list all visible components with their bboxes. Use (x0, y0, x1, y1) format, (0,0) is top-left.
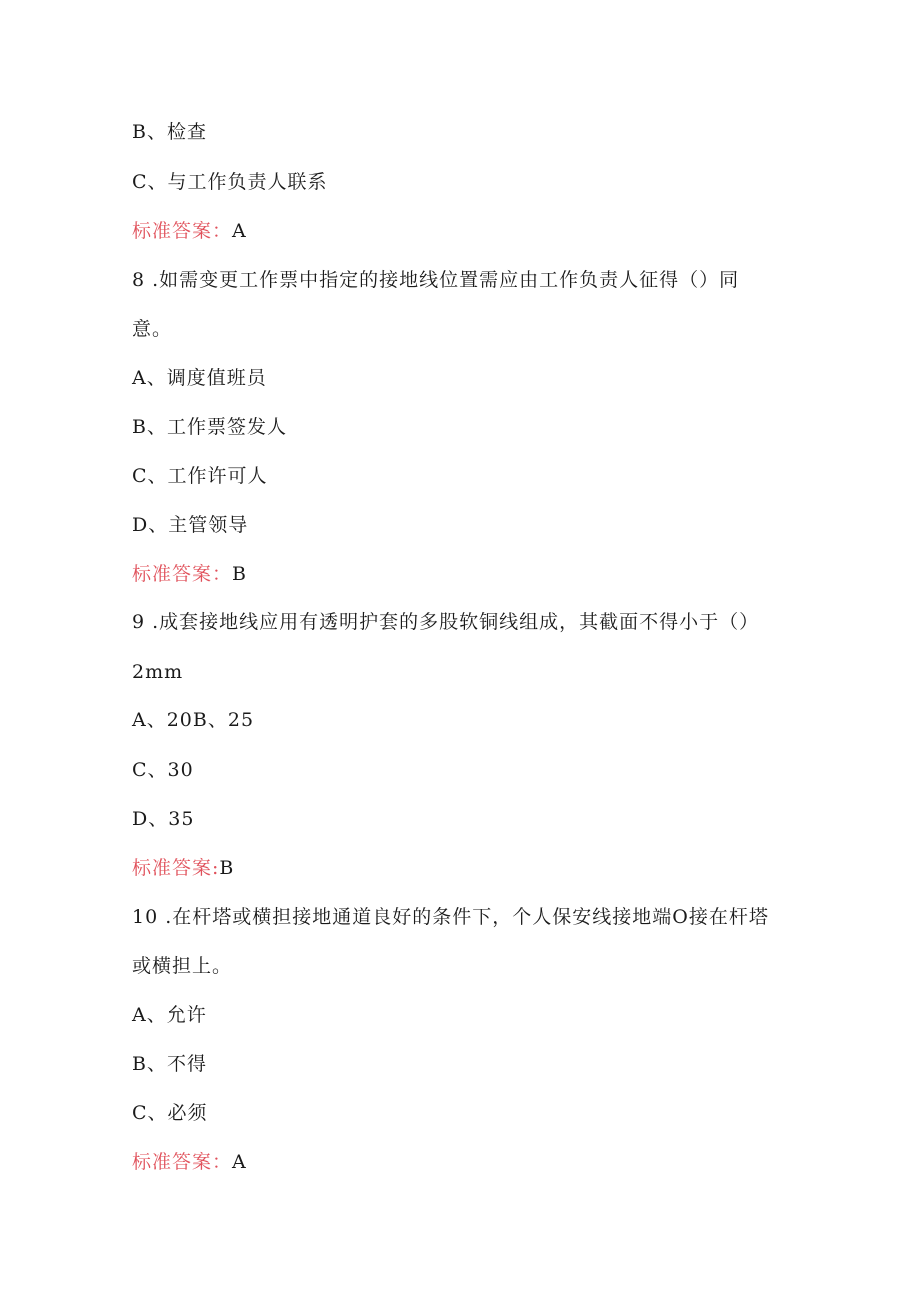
option-line: C、30 (132, 759, 194, 781)
question-line: 2mm (132, 661, 184, 683)
answer-value: B (219, 857, 235, 879)
answer-value: B (232, 563, 247, 585)
option-line: D、主管领导 (132, 514, 249, 536)
question-line: 10 .在杆塔或横担接地通道良好的条件下，个人保安线接地端O接在杆塔 (132, 906, 769, 928)
answer-value: A (232, 1151, 247, 1173)
option-line: A、允许 (132, 1004, 207, 1026)
option-line: C、必须 (132, 1102, 208, 1124)
answer-label: 标准答案: (132, 857, 220, 879)
question-line: 9 .成套接地线应用有透明护套的多股软铜线组成，其截面不得小于（） (132, 611, 760, 633)
answer-value: A (232, 220, 247, 242)
option-line: D、35 (132, 808, 195, 830)
answer-label: 标准答案： (132, 220, 233, 242)
option-line: C、与工作负责人联系 (132, 171, 328, 193)
answer-line (132, 1150, 247, 1174)
question-line: 8 .如需变更工作票中指定的接地线位置需应由工作负责人征得（）同 (132, 269, 740, 291)
answer-line (132, 562, 247, 586)
answer-line (132, 219, 247, 243)
option-line: A、20B、25 (132, 709, 255, 731)
option-line: C、工作许可人 (132, 465, 268, 487)
answer-label: 标准答案： (132, 1151, 233, 1173)
option-line: B、工作票签发人 (132, 416, 287, 438)
option-line: A、调度值班员 (132, 367, 267, 389)
question-line: 意。 (132, 318, 173, 340)
option-line: B、不得 (132, 1053, 207, 1075)
question-line: 或横担上。 (132, 955, 233, 977)
option-line: B、检查 (132, 121, 207, 143)
answer-label: 标准答案： (132, 563, 233, 585)
answer-line (132, 856, 234, 880)
